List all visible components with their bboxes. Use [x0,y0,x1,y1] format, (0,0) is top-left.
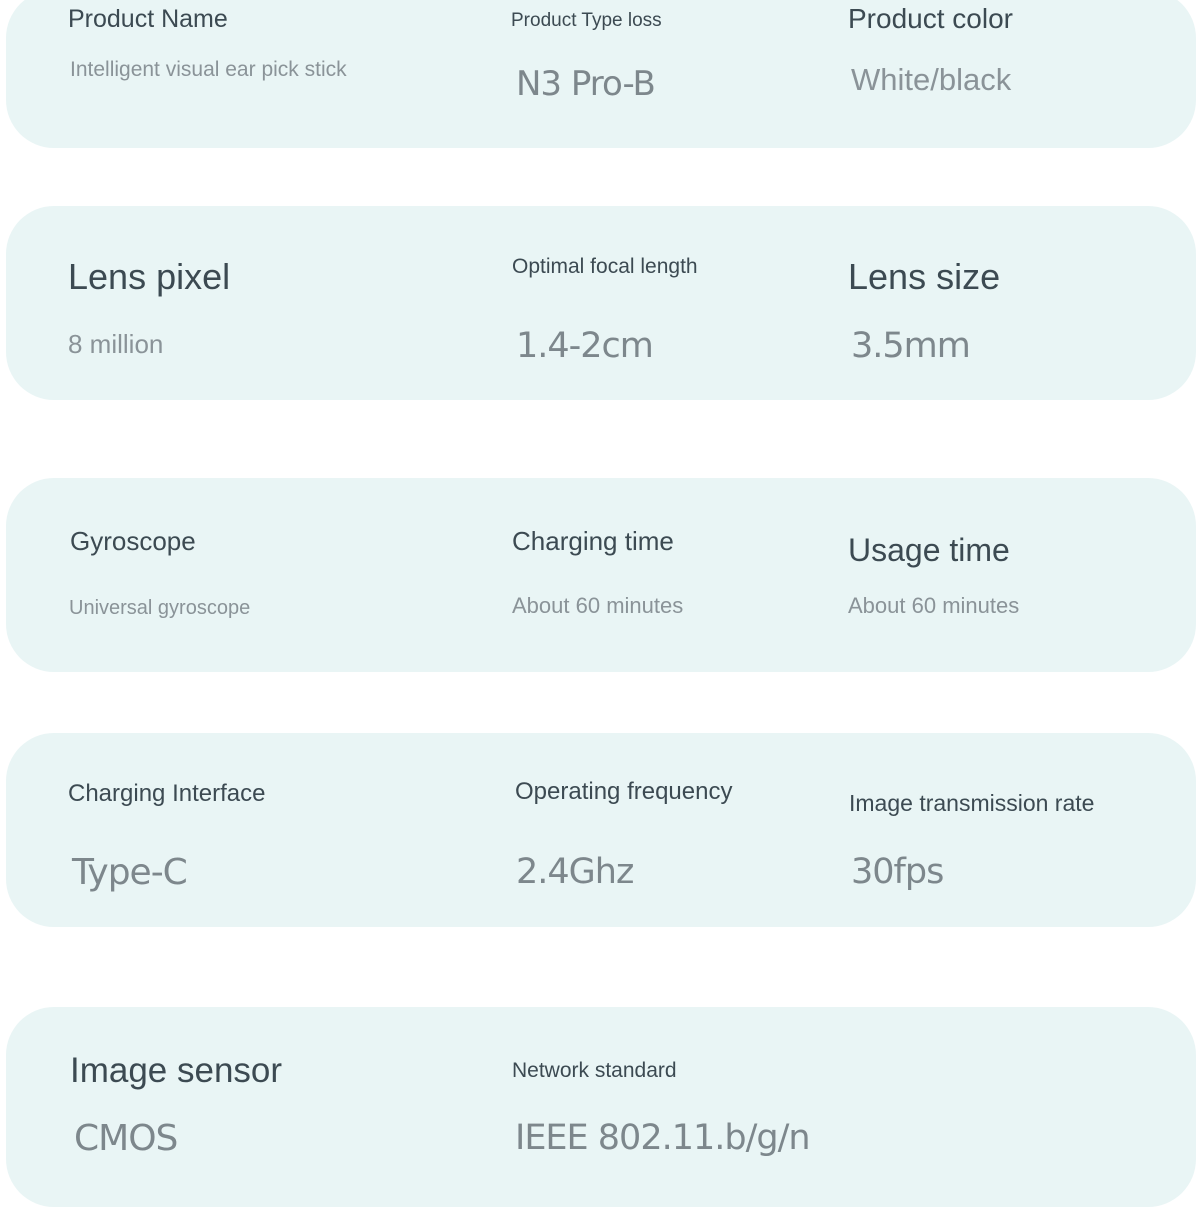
spec-card-power [6,478,1196,672]
product-name-label: Product Name [68,5,228,33]
image-sensor-value: CMOS [74,1118,178,1159]
spec-card-connectivity [6,733,1196,927]
gyroscope-value: Universal gyroscope [69,597,251,619]
spec-card-sensor [6,1007,1196,1207]
usage-time-label: Usage time [848,532,1010,568]
lens-pixel-label: Lens pixel [68,256,231,297]
network-standard-value: IEEE 802.11.b/g/n [515,1118,810,1158]
gyroscope-label: Gyroscope [70,526,196,556]
charging-interface-value: Type-C [72,852,187,893]
product-color-label: Product color [848,3,1013,34]
focal-length-value: 1.4-2cm [516,326,653,366]
charging-time-value: About 60 minutes [512,593,684,618]
lens-pixel-value: 8 million [68,329,164,359]
lens-size-value: 3.5mm [851,326,970,366]
charging-interface-label: Charging Interface [68,780,266,807]
network-standard-label: Network standard [512,1059,677,1082]
product-type-label: Product Type loss [511,10,662,31]
usage-time-value: About 60 minutes [848,593,1020,618]
operating-frequency-label: Operating frequency [515,778,733,805]
operating-frequency-value: 2.4Ghz [516,852,634,892]
spec-card-lens [6,206,1196,400]
product-name-value: Intelligent visual ear pick stick [70,58,347,81]
image-sensor-label: Image sensor [70,1051,283,1090]
product-color-value: White/black [851,62,1012,97]
focal-length-label: Optimal focal length [512,255,698,278]
product-type-value: N3 Pro-B [516,64,655,104]
charging-time-label: Charging time [512,526,674,556]
image-transmission-value: 30fps [851,852,944,892]
image-transmission-label: Image transmission rate [849,790,1095,816]
lens-size-label: Lens size [848,256,1001,297]
